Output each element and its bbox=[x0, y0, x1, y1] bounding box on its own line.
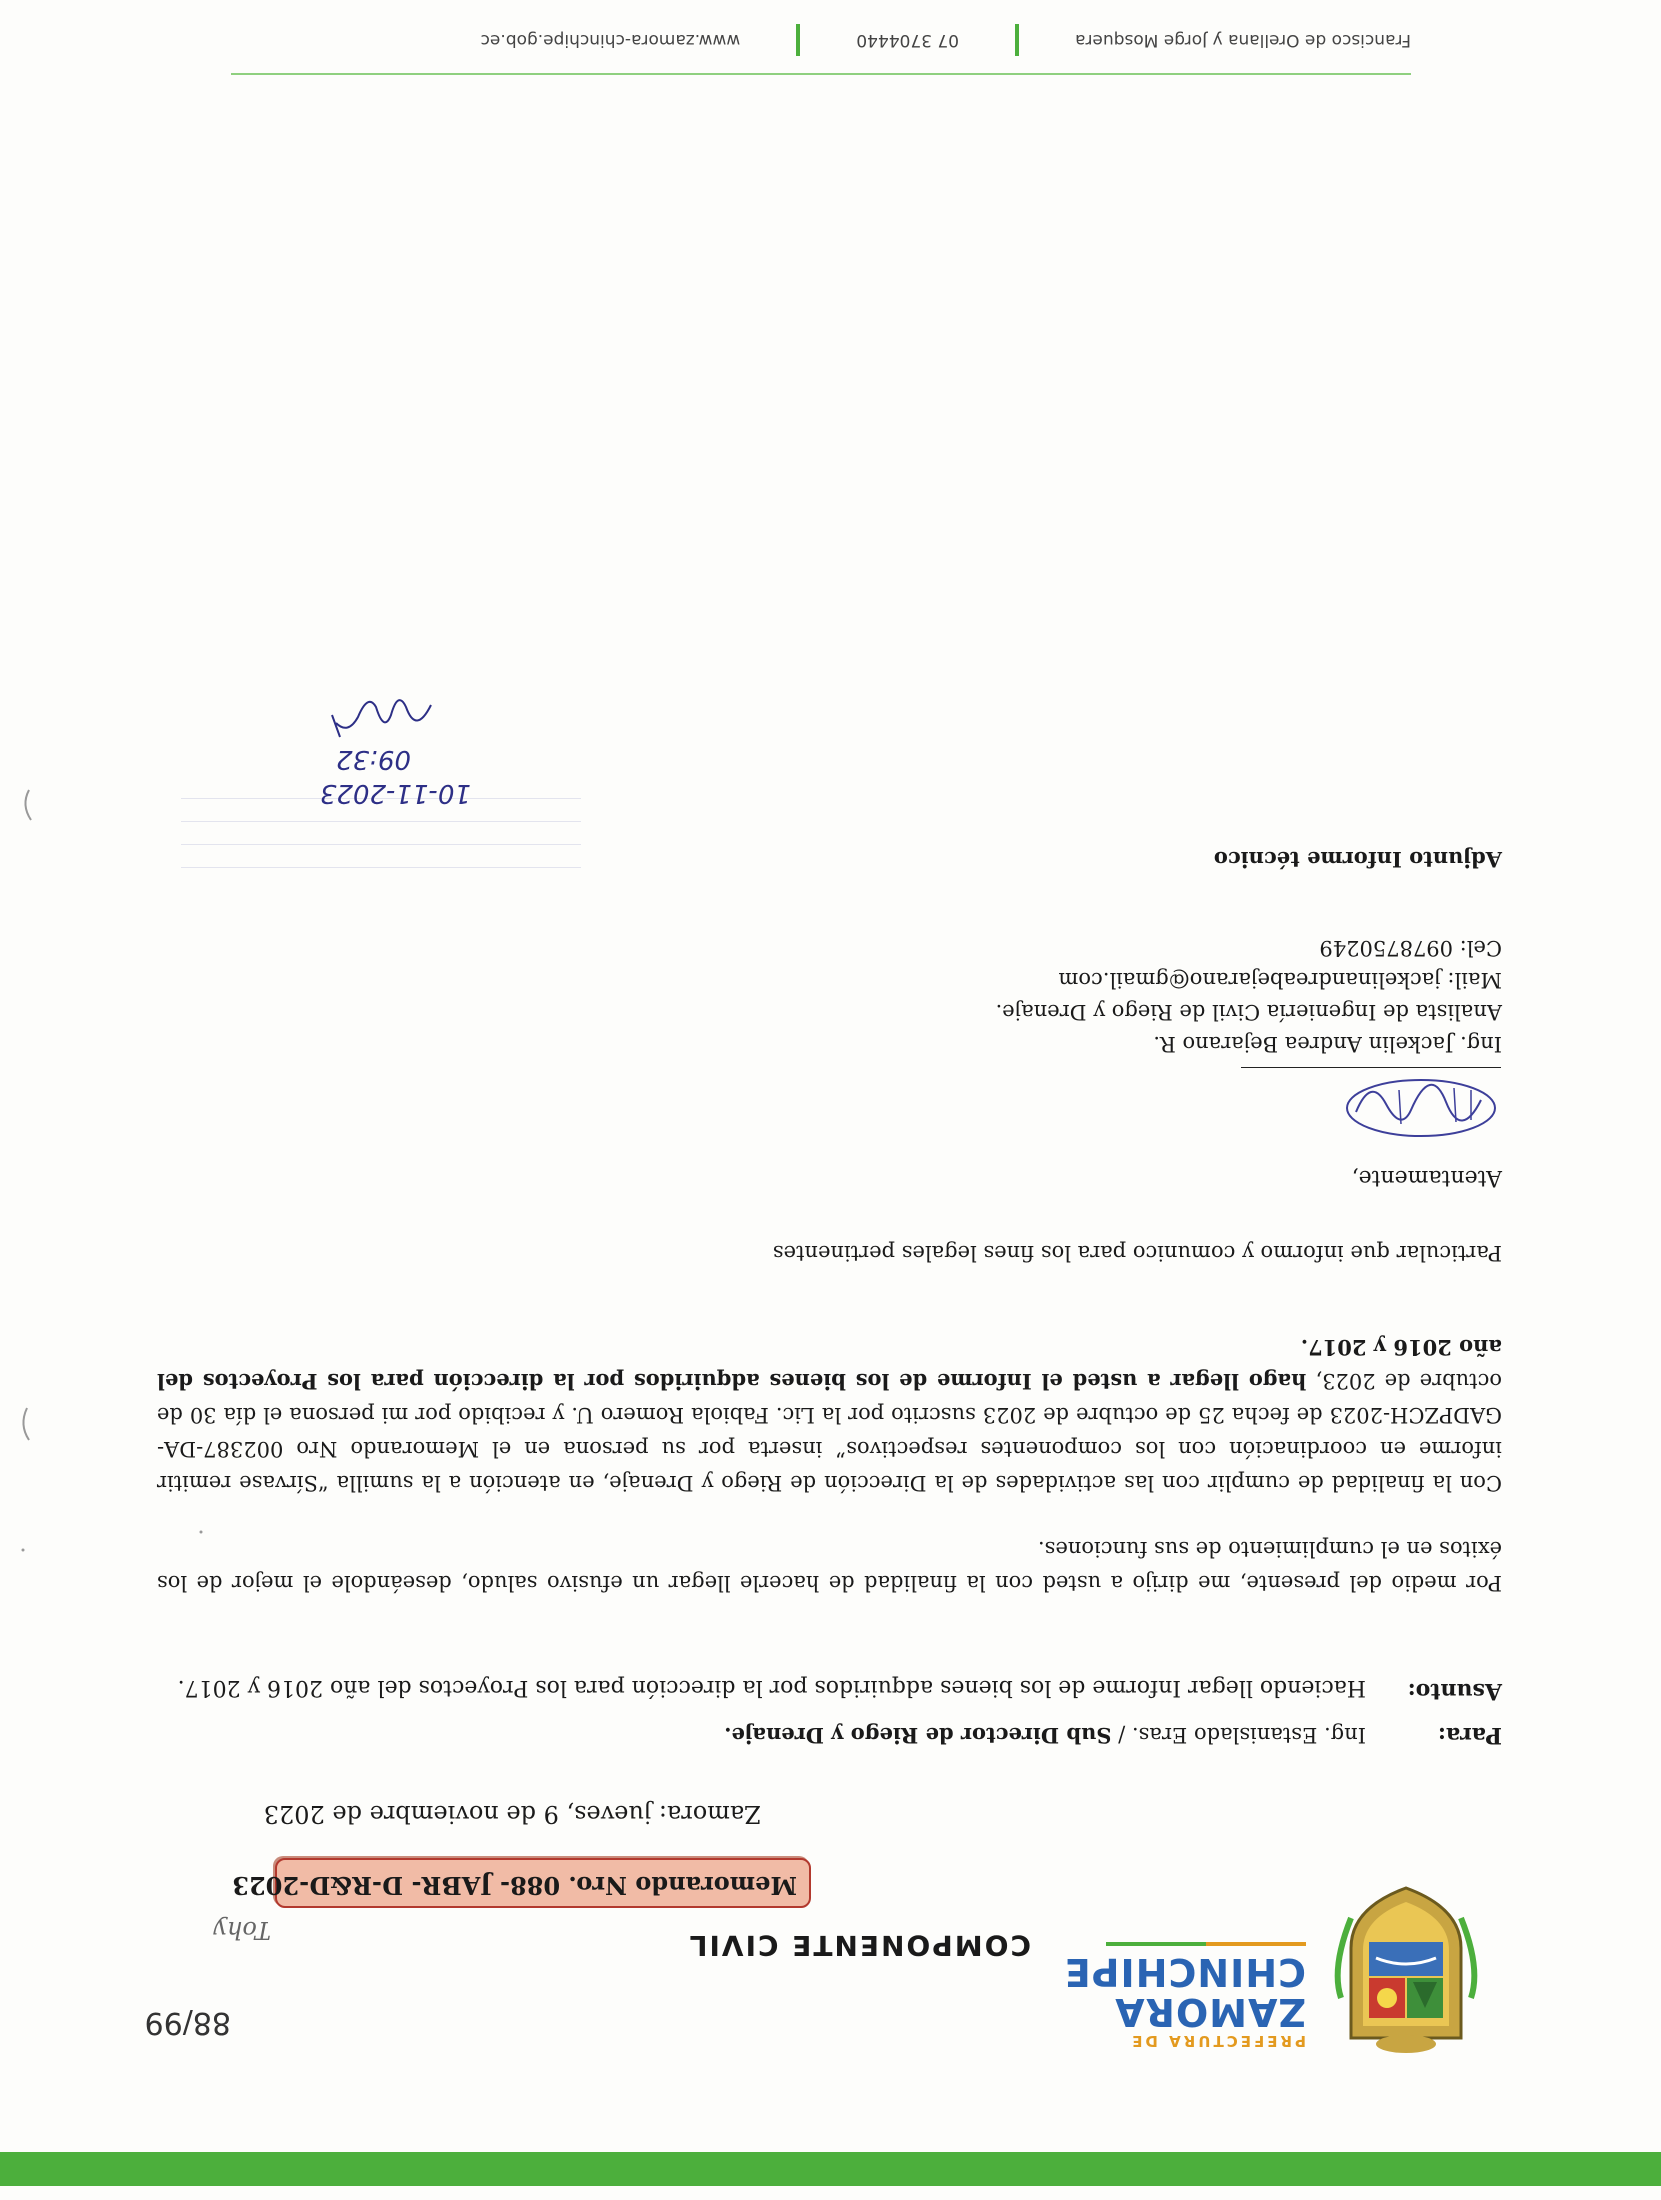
handwritten-initials: Tohy bbox=[213, 1916, 271, 1944]
asunto-value: Haciendo llegar Informe de los bienes adquiridos por la dirección para los Proyectos del año 2016 y 2017. bbox=[177, 1675, 1366, 1700]
reception-time: 09:32 bbox=[336, 744, 411, 774]
footer-separator bbox=[1015, 24, 1019, 56]
attachment-note: Adjunto Informe técnico bbox=[1213, 847, 1502, 872]
memo-number: Memorando Nro. 088- JABR- D-R&D-2023 bbox=[232, 1871, 797, 1900]
footer-address: Francisco de Orellana y Jorge Mosquera bbox=[1075, 30, 1411, 50]
reception-date: 10-11-2023 bbox=[319, 778, 471, 808]
footer bbox=[231, 22, 1411, 58]
footer-phone: 07 3704440 bbox=[856, 30, 960, 50]
para-label: Para: bbox=[1437, 1722, 1502, 1748]
closing-greeting: Atentamente, bbox=[1351, 1165, 1502, 1190]
body-paragraph-3: Particular que informo y comunico para los fines legales pertinentes bbox=[772, 1241, 1502, 1265]
signer-cel: Cel: 0978750249 bbox=[1319, 936, 1502, 960]
signer-role: Analista de Ingeniería Civil de Riego y Drenaje. bbox=[995, 1000, 1502, 1024]
brand-prefix: PREFECTURA DE bbox=[1129, 2032, 1306, 2050]
para-value-bold: Sub Director de Riego y Drenaje. bbox=[724, 1723, 1112, 1748]
body-paragraph-1: Por medio del presente, me dirijo a usted con la finalidad de hacerle llegar un efusivo saludo, deseándole el mejor de los éxitos en el cumplimiento de sus funciones. bbox=[157, 1537, 1502, 1595]
handwritten-page-number: 88/99 bbox=[144, 2005, 231, 2040]
brand-line-1: ZAMORA bbox=[1114, 1990, 1306, 2034]
component-title: COMPONENTE CIVIL bbox=[687, 1929, 1031, 1962]
signer-name: Ing. Jackelin Andrea Bejarano R. bbox=[1153, 1032, 1502, 1056]
body-paragraph-2-plain: Con la finalidad de cumplir con las actividades de la Dirección de Riego y Drenaje, en atención a la sumilla “Sírvase remitir informe en coordinación con los componentes respectivos” inserta por su persona en el Memorando Nro 002387-DA-GADPZCH-2023 de fecha 25 de octubre de 2023 suscrito por la Lic. Fabiola Romero U. y recibido por mi persona el día 30 de octubre de 2023, bbox=[157, 1369, 1502, 1495]
para-value-plain: Ing. Estanislado Eras. / bbox=[1111, 1723, 1366, 1747]
footer-rule bbox=[231, 73, 1411, 75]
brand-line-2: CHINCHIPE bbox=[1063, 1950, 1306, 1994]
signer-mail: Mail: jackelinandreabejarano@gmail.com bbox=[1058, 968, 1502, 992]
footer-website: www.zamora-chinchipe.gob.ec bbox=[480, 30, 741, 50]
body-paragraph-2-bold: hago llegar a usted el Informe de los bienes adquiridos por la dirección para los Proyectos del año 2016 y 2017. bbox=[156, 1335, 1502, 1394]
memo-date: Zamora: jueves, 9 de noviembre de 2023 bbox=[263, 1800, 761, 1828]
asunto-label: Asunto: bbox=[1407, 1678, 1502, 1704]
footer-separator bbox=[796, 24, 800, 56]
